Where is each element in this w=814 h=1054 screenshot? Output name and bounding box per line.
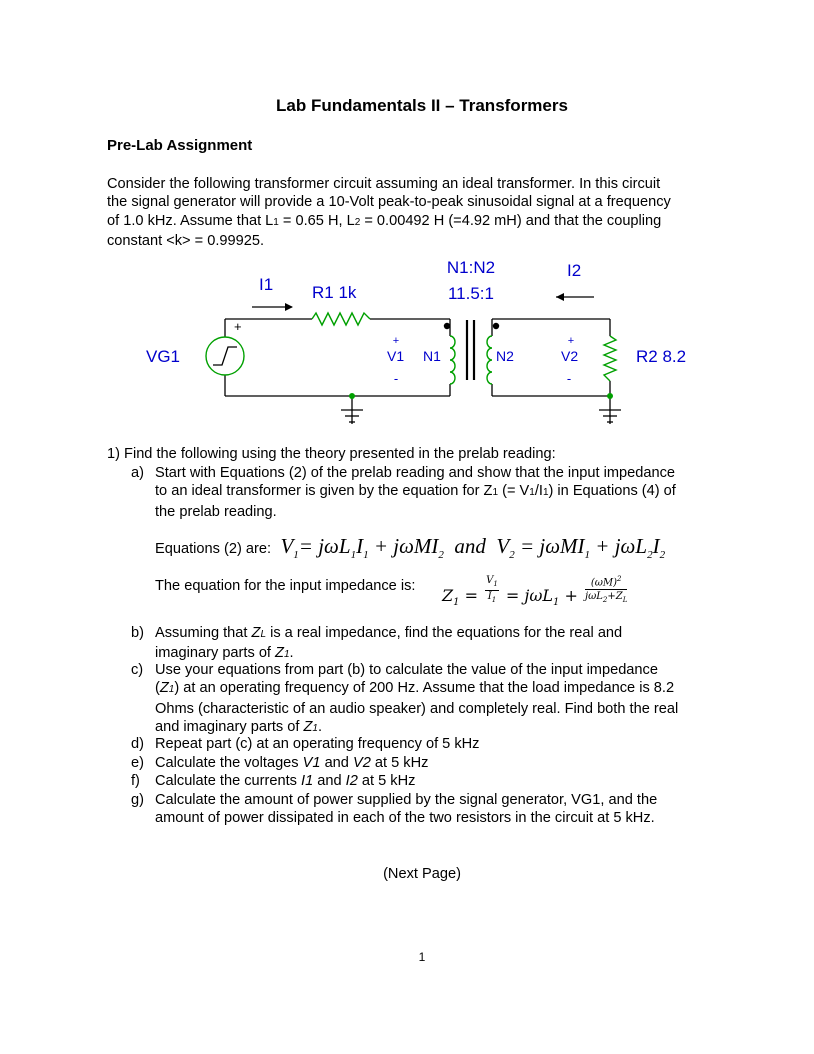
label-v2: V2 (561, 348, 579, 364)
page-title: Lab Fundamentals II – Transformers (276, 96, 568, 115)
item-line: Ohms (characteristic of an audio speaker) and completely real. Find both the real (155, 700, 679, 717)
intro-line: constant <k> = 0.99925. (107, 232, 265, 249)
intro-line: of 1.0 kHz. Assume that L1 = 0.65 H, L2 = 0.00492 H (=4.92 mH) and that the coupling (107, 212, 662, 229)
section-heading: Pre-Lab Assignment (107, 137, 253, 154)
label-ratio: N1:N2 (446, 258, 496, 277)
item-letter: g) (131, 792, 144, 808)
list-item-f (131, 772, 741, 792)
v1-minus-sign: - (393, 371, 399, 386)
transformer-core (467, 320, 474, 380)
label-vg1: VG1 (146, 347, 181, 366)
label-i2: I2 (567, 261, 582, 280)
polarity-dot-n1 (444, 323, 450, 329)
item-line: Repeat part (c) at an operating frequency of 5 kHz (155, 736, 480, 752)
arrowhead-i1 (285, 303, 293, 311)
coil-n1 (450, 336, 455, 384)
item-line: the prelab reading. (155, 503, 277, 520)
item-line: imaginary parts of Z1. (155, 645, 294, 662)
list-item-g (131, 791, 741, 831)
item-line: amount of power dissipated in each of the two resistors in the circuit at 5 kHz. (155, 810, 655, 827)
arrowhead-i2 (556, 293, 564, 301)
intro-line: the signal generator will provide a 10-Volt peak-to-peak sinusoidal signal at a frequency (107, 194, 671, 211)
vg1-plus-sign: + (234, 319, 242, 334)
v2-plus-sign: + (567, 335, 575, 347)
label-v1: V1 (387, 348, 405, 364)
polarity-dot-n2 (493, 323, 499, 329)
ground-symbol-right (599, 396, 621, 424)
equation-2-row (155, 534, 665, 561)
item-line: and imaginary parts of Z1. (155, 718, 322, 735)
junction-dot (607, 393, 613, 399)
transformer-circuit-diagram (0, 0, 814, 440)
page-number: 1 (418, 950, 426, 964)
v2-minus-sign: - (566, 371, 572, 386)
equation-4-label: The equation for the input impedance is: (155, 578, 416, 594)
equation-4-math: $Z_1$ = $\frac{V_1}{I_1}$ = jωL$_1$ + $(\omega M)^2$ $j\omega L_2+Z_L$ (442, 574, 628, 608)
label-r2: R2 8.2 (636, 347, 687, 366)
intro-line: Consider the following transformer circuit assuming an ideal transformer. In this circuit (107, 176, 661, 192)
equation-2-math: $V_1= j\omega L_1I_1 + j\omega MI_2$ and $V_2 = j\omega MI_1 + j\omega L_2I_2$ (280, 534, 666, 562)
next-page-note: (Next Page) (383, 866, 461, 882)
item-letter: c) (131, 662, 144, 678)
resistor-r2 (604, 336, 616, 381)
list-item-c (131, 661, 741, 737)
item-line: Use your equations from part (b) to calculate the value of the input impedance (155, 662, 658, 678)
label-i1: I1 (259, 275, 274, 294)
item-line: Calculate the amount of power supplied by the signal generator, VG1, and the (155, 792, 658, 808)
item-line: to an ideal transformer is given by the equation for Z1 (= V1/I1) in Equations (4) of (155, 483, 676, 500)
item-line: (Z1) at an operating frequency of 200 Hz. Assume that the load impedance is 8.2 (155, 680, 675, 697)
signal-generator-vg1 (206, 337, 244, 375)
equation-4-row (155, 566, 715, 606)
list-item-e (131, 754, 741, 774)
label-n2: N2 (496, 348, 514, 364)
item-line: Calculate the voltages V1 and V2 at 5 kHz (155, 755, 429, 771)
item-letter: f) (131, 773, 140, 789)
item-line: Start with Equations (2) of the prelab reading and show that the input impedance (155, 465, 676, 481)
resistor-r1 (312, 313, 370, 325)
list-item-a (131, 464, 741, 524)
item-line: Assuming that ZL is a real impedance, find the equations for the real and (155, 625, 623, 641)
list-item-b (131, 624, 741, 664)
list-item-d (131, 735, 741, 755)
item-line: Calculate the currents I1 and I2 at 5 kHz (155, 773, 416, 789)
item-letter: d) (131, 736, 144, 752)
equation-2-label: Equations (2) are: (155, 541, 272, 557)
item-letter: e) (131, 755, 144, 771)
label-ratio-value: 11.5:1 (447, 284, 495, 303)
label-r1: R1 1k (312, 283, 357, 302)
junction-dot (349, 393, 355, 399)
label-n1: N1 (423, 348, 441, 364)
item-letter: b) (131, 625, 144, 641)
question-1: 1) Find the following using the theory presented in the prelab reading: (107, 446, 556, 462)
item-letter: a) (131, 465, 144, 481)
coil-n2 (487, 336, 492, 384)
v1-plus-sign: + (392, 335, 400, 347)
ground-symbol-left (341, 396, 363, 424)
